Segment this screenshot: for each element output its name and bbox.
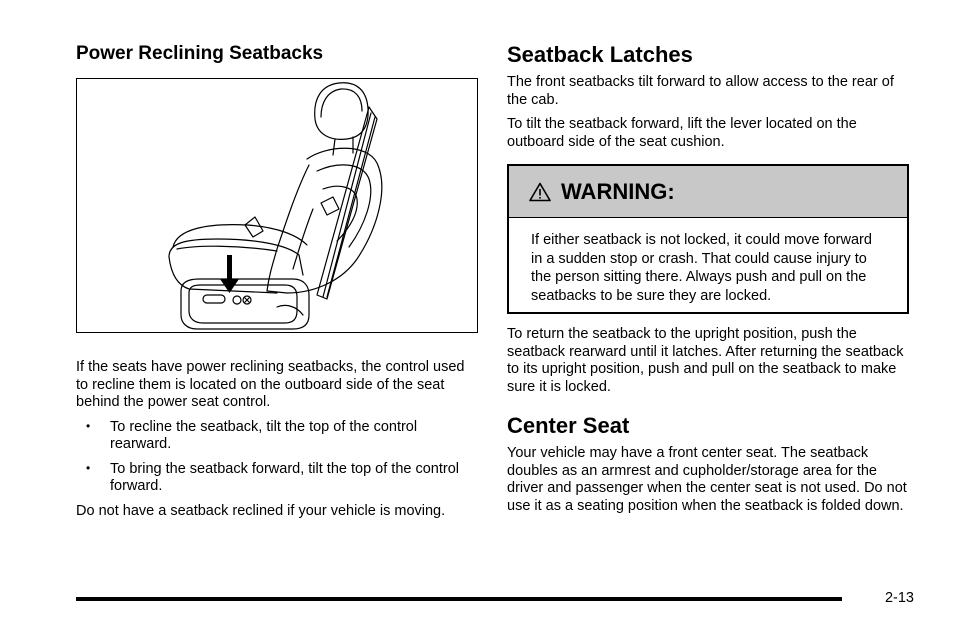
left-column [76, 42, 480, 527]
bullet-text: To bring the seatback forward, tilt the top of the control forward. [110, 460, 459, 494]
right-column [507, 42, 909, 522]
recline-caution-text: Do not have a seatback reclined if your vehicle is moving. [76, 502, 446, 519]
latches-paragraph-1: The front seatbacks tilt forward to allow access to the rear of the cab. [507, 74, 894, 108]
list-item [76, 461, 480, 496]
warning-body [509, 218, 907, 312]
down-arrow-icon [220, 255, 239, 293]
warning-box [507, 164, 909, 314]
warning-text: If either seatback is not locked, it could move forward in a sudden stop or crash. That could cause injury to the person sitting there. Always push and pull on the seatbacks to be sure they are locked. [531, 232, 872, 304]
center-seat-paragraph: Your vehicle may have a front center seat. The seatback doubles as an armrest and cupholder/storage area for the driver and passenger when the center seat is not used. Do not use it as a seating position when the seatback is folded down. [507, 445, 907, 514]
bullet-icon: • [86, 418, 91, 433]
bullet-text: To recline the seatback, tilt the top of the control rearward. [110, 418, 418, 452]
page-number: 2-13 [884, 590, 914, 606]
footer-rule [76, 597, 842, 601]
power-reclining-intro: If the seats have power reclining seatbacks, the control used to recline them is located on the outboard side of the seat behind the power seat control. [76, 359, 465, 410]
section-heading-power-reclining: Power Reclining Seatbacks [76, 43, 324, 64]
seat-drawing-icon [77, 79, 477, 332]
seat-illustration [76, 78, 478, 333]
bullet-icon: • [86, 460, 91, 475]
warning-title: WARNING: [561, 178, 675, 204]
recline-bullet-list [76, 419, 480, 496]
section-heading-seatback-latches: Seatback Latches [507, 42, 693, 67]
latches-paragraph-2: To tilt the seatback forward, lift the lever located on the outboard side of the seat cushion. [507, 116, 857, 150]
warning-header [509, 166, 907, 218]
warning-triangle-icon [529, 182, 551, 202]
latches-paragraph-3: To return the seatback to the upright position, push the seatback rearward until it latches. After returning the seatback to its upright position, push and pull on the seatback to make sure it is locked. [507, 326, 904, 395]
list-item [76, 419, 480, 454]
section-heading-center-seat: Center Seat [507, 413, 630, 438]
